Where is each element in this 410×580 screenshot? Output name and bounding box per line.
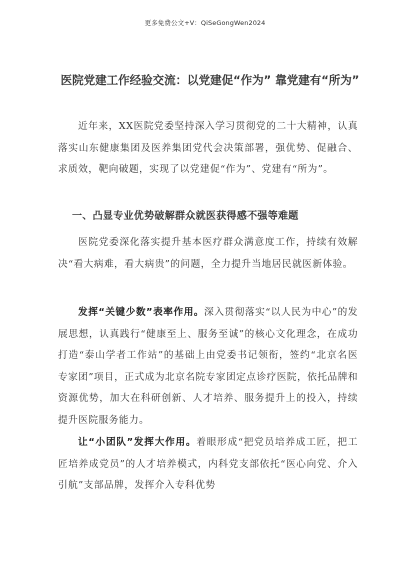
header-note: 更多免费公文+V：QiSeGongWen2024 — [144, 19, 266, 27]
section-paragraph — [58, 432, 358, 497]
section-paragraph-text: 深入贯彻落实“以人民为中心”的发展思想，认真践行“健康至上、服务至诚”的核心文化理念，在成功打造“泰山学者工作站”的基础上由党委书记领衔，签约“北京名医专家团”项目，正式成为北京名院专家团定点诊疗医院，依托品牌和资源优势，加大在科研创新、人才培养、服务提升上的投入，持续提升医院服务能力。 — [58, 307, 359, 426]
intro-paragraph — [58, 116, 358, 181]
section-paragraph-text: 着眼形成“把党员培养成工匠，把工匠培养成党员”的人才培养模式，内科党支部依托“医心向党、介入引航”支部品牌，发挥介入专科优势 — [58, 437, 358, 491]
section-paragraph — [58, 302, 358, 431]
document-title: 医院党建工作经验交流：以党建促“作为” 靠党建有“所为” — [60, 73, 360, 87]
section-paragraph-text: 医院党委深化落实提升基本医疗群众满意度工作，持续有效解决“看大病难，看大病贵”的问题，全力提升当地居民就医新体验。 — [58, 237, 358, 270]
paragraph-lead: 发挥“关键少数”表率作用。 — [78, 307, 205, 318]
paragraph-lead: 让“小团队”发挥大作用。 — [78, 437, 197, 448]
intro-paragraph-text: 近年来，XX医院党委坚持深入学习贯彻党的二十大精神，认真落实山东健康集团及医养集团党代会决策部署，强优势、促融合、求质效，靶向破题，实现了以党建促“作为”、党建有“所为”。 — [58, 121, 358, 175]
section-heading: 一、凸显专业优势破解群众就医获得感不强等难题 — [72, 211, 299, 222]
section-paragraph — [58, 232, 358, 275]
